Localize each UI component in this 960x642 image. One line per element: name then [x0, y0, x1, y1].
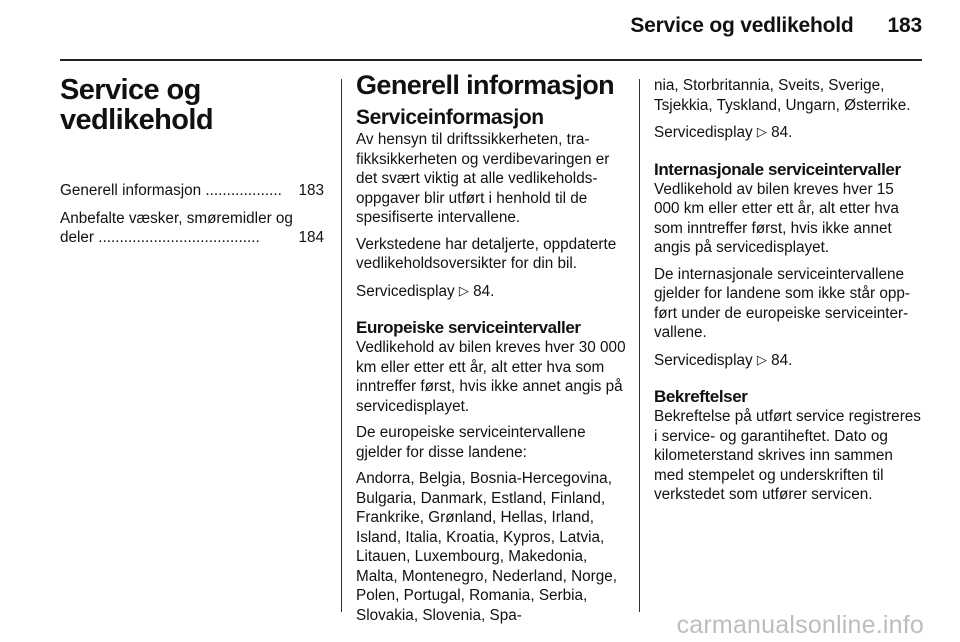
- paragraph: Av hensyn til driftssikkerheten, trafikksikkerheten og verdibevaringen er det svært viktig at alle vedlikeholdsoppgaver blir utført i henhold til de spesifiserte intervallene.: [356, 131, 610, 226]
- toc-entry-page: 183: [298, 182, 324, 199]
- heading-confirmations: Bekreftelser: [654, 387, 748, 406]
- chapter-title: Service og vedlikehold: [60, 74, 213, 136]
- country-list: Andorra, Belgia, Bosnia-Hercegovina, Bulgaria, Danmark, Estland, Finland, Frankrike, Grønland, Hellas, Irland, Island, Italia, Kroatia, Kypros, Latvia, Litauen, Luxembourg, Makedonia, Malta, Montenegro, Nederland, Norge, Polen, Portugal, Romania, Serbia, Slovakia, Slovenia, Spa-: [356, 470, 618, 624]
- country-list-continued: nia, Storbritannia, Sveits, Sverige, Tsjekkia, Tyskland, Ungarn, Østerrike.: [654, 77, 911, 114]
- paragraph: Bekreftelse på utført service registreres i service- og garantiheftet. Dato og kilometerstand skrives inn sammen med stempelet og underskriften til verkstedet som utfører servicen.: [654, 408, 921, 503]
- paragraph: De internasjonale serviceintervallene gjelder for landene som ikke står oppført under de europeiske serviceintervallene.: [654, 265, 910, 341]
- paragraph: Verkstedene har detaljerte, oppdaterte vedlikeholdsoversikter for din bil.: [356, 235, 617, 272]
- toc-entry[interactable]: [60, 209, 324, 248]
- toc-entry-text: Generell informasjon ..................: [60, 182, 282, 199]
- paragraph: De europeiske serviceintervallene gjelder for disse landene:: [356, 424, 586, 461]
- arrow-ref-icon: ▷: [458, 282, 469, 298]
- chapter-column: [60, 70, 324, 256]
- toc-entry-text: Anbefalte væsker, smøremidler og deler ......................................: [60, 209, 293, 246]
- watermark: carmanualsonline.info: [676, 611, 924, 639]
- content-column-3: [654, 76, 922, 512]
- running-header: [630, 14, 922, 38]
- arrow-ref-icon: ▷: [756, 124, 767, 139]
- heading-international-intervals: Internasjonale serviceintervaller: [654, 159, 901, 179]
- content-column-2: [356, 70, 626, 632]
- paragraph: Vedlikehold av bilen kreves hver 15 000 km eller etter ett år, alt etter hva som inntreffer først, hvis ikke annet angis på servicedisplayet.: [654, 180, 899, 256]
- cross-reference[interactable]: Servicedisplay ▷ 84.: [654, 351, 793, 369]
- arrow-ref-icon: ▷: [756, 351, 767, 367]
- column-divider: [341, 79, 342, 612]
- cross-reference[interactable]: Servicedisplay ▷ 84.: [356, 282, 495, 300]
- toc-entry[interactable]: [60, 181, 324, 201]
- subsection-title-serviceinfo: Serviceinformasjon: [356, 106, 544, 129]
- header-title: Service og vedlikehold: [630, 14, 854, 37]
- column-divider: [639, 79, 640, 612]
- section-title: Generell informasjon: [356, 70, 615, 100]
- heading-european-intervals: Europeiske serviceintervaller: [356, 318, 581, 337]
- toc-entry-page: 184: [298, 229, 324, 246]
- page-number: 183: [887, 14, 922, 37]
- cross-reference[interactable]: Servicedisplay ▷ 84.: [654, 124, 793, 141]
- header-rule: [60, 59, 922, 61]
- paragraph: Vedlikehold av bilen kreves hver 30 000 km eller etter ett år, alt etter hva som inntreffer først, hvis ikke annet angis på servicedisplayet.: [356, 339, 626, 415]
